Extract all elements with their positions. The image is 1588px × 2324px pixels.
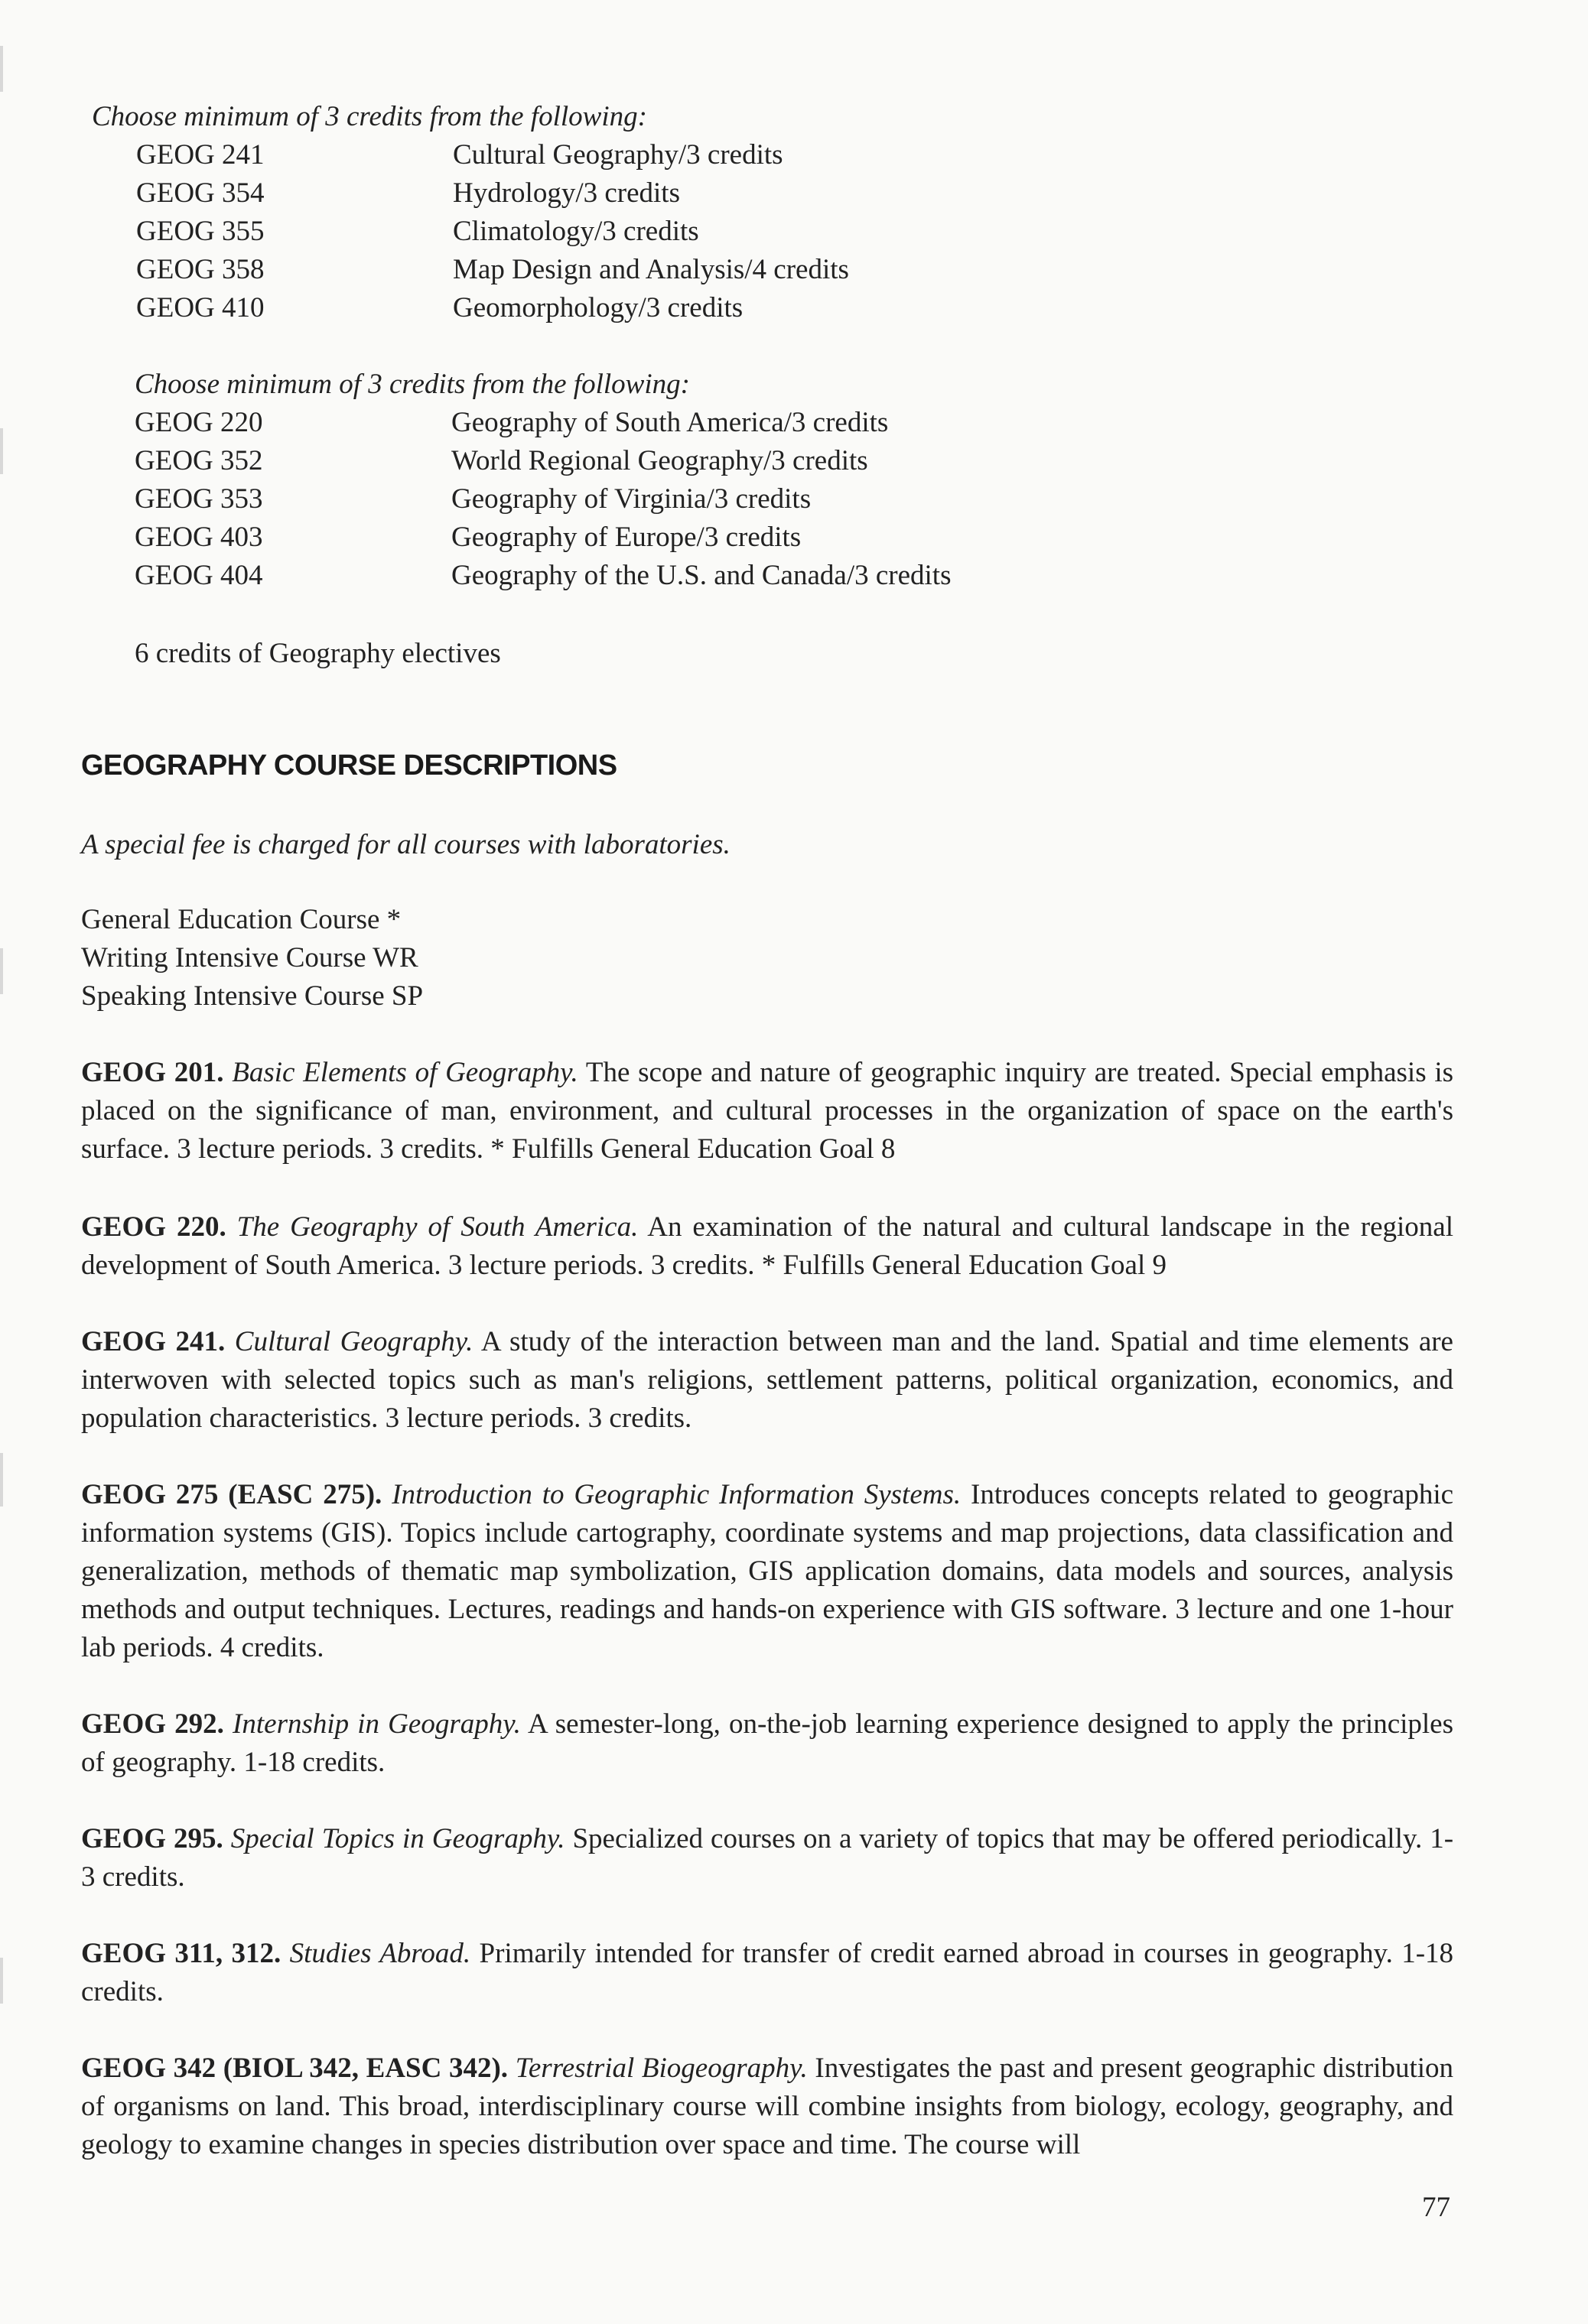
course-title: Introduction to Geographic Information Systems.: [392, 1479, 962, 1510]
requirement-course-list: [135, 404, 951, 595]
course-code: GEOG 404: [135, 560, 263, 591]
requirement-course-list: [136, 136, 849, 327]
course-number: GEOG 292.: [81, 1708, 224, 1740]
list-item: [135, 557, 951, 595]
course-text: Specialized courses on a variety of topics that may be offered periodically. 1-3 credits.: [81, 1823, 1454, 1893]
course-description: Geography of Europe/3 credits: [451, 522, 802, 553]
course-number: GEOG 241.: [81, 1326, 226, 1357]
course-text: The scope and nature of geographic inquiry are treated. Special emphasis is placed on the significance of man, environment, and cultural processes in the organization of space on the earth's surface. 3 lecture periods. 3 credits. * Fulfills General Education Goal 8: [81, 1057, 1454, 1165]
course-code: GEOG 354: [136, 177, 265, 209]
course-text: A study of the interaction between man and the land. Spatial and time elements are interwoven with selected topics such as man's religions, settlement patterns, political organization, economics, and population characteristics. 3 lecture periods. 3 credits.: [81, 1326, 1453, 1434]
course-entry: [81, 1705, 1453, 1782]
list-item: [136, 251, 849, 289]
course-description: Geography of the U.S. and Canada/3 credits: [451, 560, 952, 591]
course-code: GEOG 352: [135, 445, 263, 476]
course-text: A semester-long, on-the-job learning experience designed to apply the principles of geography. 1-18 credits.: [81, 1708, 1453, 1778]
requirement-group: [135, 366, 951, 595]
course-description: World Regional Geography/3 credits: [451, 445, 868, 476]
course-code: GEOG 410: [136, 292, 265, 323]
course-entry: [81, 1935, 1453, 2011]
course-description: Climatology/3 credits: [453, 216, 699, 247]
course-description: Hydrology/3 credits: [453, 177, 680, 209]
course-entry: [81, 1054, 1453, 1169]
course-description: Map Design and Analysis/4 credits: [453, 254, 849, 285]
scan-edge-mark: [0, 948, 3, 994]
list-item: [135, 518, 951, 557]
course-description: Geomorphology/3 credits: [453, 292, 744, 323]
course-number: GEOG 201.: [81, 1057, 224, 1088]
electives-note: 6 credits of Geography electives: [135, 638, 501, 669]
course-entry: [81, 1208, 1453, 1285]
course-number: GEOG 295.: [81, 1823, 223, 1854]
course-text: Primarily intended for transfer of credit earned abroad in courses in geography. 1-18 credits.: [81, 1938, 1454, 2007]
list-item: [136, 136, 849, 174]
course-number: GEOG 220.: [81, 1211, 226, 1243]
course-title: Terrestrial Biogeography.: [515, 2053, 808, 2084]
course-number: GEOG 275 (EASC 275).: [81, 1479, 382, 1510]
course-title: Basic Elements of Geography.: [232, 1057, 578, 1088]
list-item: [135, 480, 951, 518]
course-description: Cultural Geography/3 credits: [453, 139, 783, 171]
course-number: GEOG 342 (BIOL 342, EASC 342).: [81, 2053, 509, 2084]
requirement-group: [92, 98, 849, 327]
course-type-legend: [81, 901, 423, 1016]
legend-writing-intensive: Writing Intensive Course WR: [81, 942, 418, 973]
course-text: Investigates the past and present geographic distribution of organisms on land. This broad, interdisciplinary course will combine insights from biology, ecology, geography, and geology to examine changes in species distribution over space and time. The course will: [81, 2053, 1453, 2160]
course-description: Geography of Virginia/3 credits: [451, 483, 812, 515]
course-title: The Geography of South America.: [236, 1211, 639, 1243]
course-entry: [81, 1476, 1453, 1667]
course-description: Geography of South America/3 credits: [451, 407, 889, 438]
list-item: [136, 289, 849, 327]
course-code: GEOG 241: [136, 139, 265, 171]
list-item: [136, 213, 849, 251]
list-item: [135, 404, 951, 442]
list-item: [135, 442, 951, 480]
course-text: Introduces concepts related to geographic information systems (GIS). Topics include cartography, coordinate systems and map projections, data classification and generalization, methods of thematic map symbolization, GIS application domains, data models and sources, analysis methods and output techniques. Lectures, readings and hands-on experience with GIS software. 3 lecture and one 1-hour lab periods. 4 credits.: [81, 1479, 1454, 1663]
course-entry: [81, 1323, 1453, 1438]
course-entry: [81, 2049, 1453, 2164]
course-title: Special Topics in Geography.: [230, 1823, 565, 1854]
course-title: Cultural Geography.: [234, 1326, 473, 1357]
course-text: An examination of the natural and cultural landscape in the regional development of South America. 3 lecture periods. 3 credits. * Fulfills General Education Goal 9: [81, 1211, 1453, 1281]
course-number: GEOG 311, 312.: [81, 1938, 281, 1969]
course-entry: [81, 1820, 1453, 1897]
scan-edge-mark: [0, 46, 3, 92]
course-code: GEOG 358: [136, 254, 265, 285]
scan-edge-mark: [0, 1958, 3, 2004]
course-code: GEOG 403: [135, 522, 263, 553]
scan-edge-mark: [0, 1453, 3, 1507]
requirement-heading: Choose minimum of 3 credits from the following:: [92, 101, 647, 132]
lab-fee-note: A special fee is charged for all courses with laboratories.: [81, 829, 731, 860]
legend-speaking-intensive: Speaking Intensive Course SP: [81, 980, 424, 1012]
legend-general-education: General Education Course *: [81, 904, 402, 935]
list-item: [136, 174, 849, 213]
requirement-heading: Choose minimum of 3 credits from the following:: [135, 369, 690, 400]
page-number: 77: [1422, 2192, 1450, 2223]
course-code: GEOG 355: [136, 216, 265, 247]
course-code: GEOG 220: [135, 407, 263, 438]
section-heading: GEOGRAPHY COURSE DESCRIPTIONS: [81, 749, 617, 782]
course-title: Studies Abroad.: [289, 1938, 471, 1969]
course-code: GEOG 353: [135, 483, 263, 515]
course-title: Internship in Geography.: [233, 1708, 521, 1740]
scan-edge-mark: [0, 428, 3, 474]
